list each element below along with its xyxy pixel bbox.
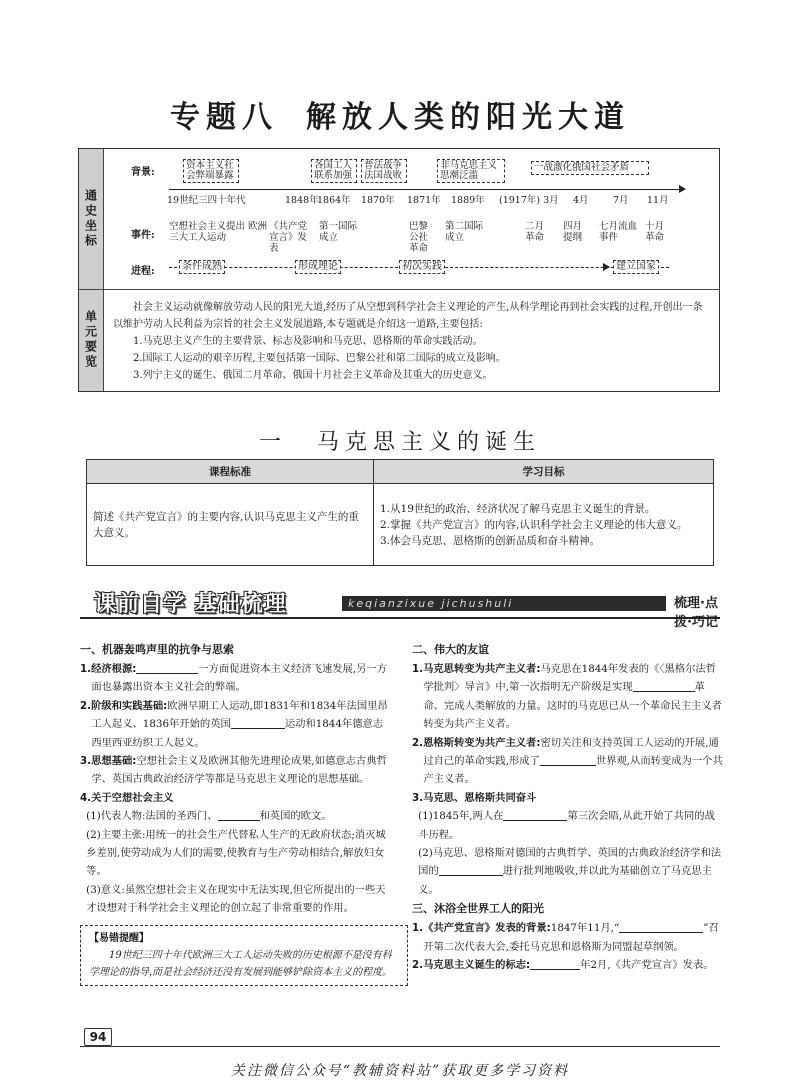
timeline-date: 1870年: [361, 195, 395, 206]
divider: [79, 289, 719, 290]
timeline-date: 4月: [573, 195, 589, 206]
standards-table: [86, 459, 714, 566]
joint-struggle-2: (2)马克思、恩格斯对德国的古典哲学、英国的古典政治经济学和法国的 进行批判地吸收,并以此为基础创立了马克思主义。: [418, 847, 722, 896]
timeline-event: 巴黎公社革命: [409, 221, 429, 254]
timeline-event: 第一国际成立: [319, 221, 358, 243]
timeline-event: 十月革命: [645, 221, 665, 243]
answer-blank[interactable]: [503, 808, 567, 821]
footer-rule: [80, 1046, 720, 1047]
answer-blank[interactable]: [633, 679, 695, 692]
note-body: 19世纪三四十年代欧洲三大工人运动失败的历史根源不是没有科学理论的指导,而是社会经济还没有发展到能够铲除资本主义的程度。: [89, 950, 393, 978]
topic-title: 解放人类的阳光大道: [306, 100, 630, 135]
timeline-event: 空想社会主义提出 欧洲三大工人运动: [169, 221, 268, 243]
answer-blank[interactable]: [231, 716, 285, 729]
timeline-date: 1871年: [407, 195, 441, 206]
heading-3: 三、沐浴全世界工人的阳光: [412, 902, 544, 916]
unit-point: 1.马克思主义产生的主要背景、标志及影响和马克思、恩格斯的革命实践活动。: [133, 336, 483, 347]
unit-point: 2.国际工人运动的艰辛历程,主要包括第一国际、巴黎公社和第二国际的成立及影响。: [133, 353, 506, 364]
item-economic-root: 1.经济根源: 一方面促进资本主义经济飞速发展,另一方面也暴露出资本主义社会的弊端。: [80, 663, 388, 694]
item-utopian-heading: 4.关于空想社会主义: [80, 791, 174, 804]
table-header: 学习目标: [374, 460, 714, 484]
timeline-event: 《共产党宣言》发表: [269, 221, 308, 254]
utopian-representatives: (1)代表人物:法国的圣西门、 和英国的欧文。: [86, 810, 332, 823]
timeline-event: 第二国际成立: [445, 221, 484, 243]
timeline-date: 7月: [613, 195, 629, 206]
course-standard: 简述《共产党宣言》的主要内容,认识马克思主义产生的重大意义。: [87, 484, 374, 566]
answer-blank[interactable]: [540, 753, 596, 766]
row-caption-events: 事件:: [131, 230, 155, 241]
note-title: 【易错提醒】: [89, 933, 149, 944]
progress-stage: 初次实践: [399, 260, 445, 274]
unit-overview-text: [113, 299, 711, 384]
error-reminder-box: [80, 925, 408, 986]
utopian-claims: (2)主要主张:用统一的社会生产代替私人生产的无政府状态;消灭城乡差别,使劳动成为人们的需要,使教育与生产劳动相结合,解放妇女等。: [86, 828, 386, 878]
unit-label: 单元要览: [83, 310, 98, 370]
banner-title: 课前自学 基础梳理: [94, 592, 287, 617]
timeline-date: 1889年: [451, 195, 485, 206]
banner-tagline: 梳理·点拨·巧记: [674, 596, 718, 630]
answer-blank[interactable]: [619, 920, 703, 933]
section-heading: [0, 425, 800, 456]
goal-item: 3.体会马克思、恩格斯的创新品质和奋斗精神。: [380, 534, 601, 547]
page-number: 94: [84, 1028, 112, 1046]
background-item: 非马克思主义思潮泛滥: [437, 159, 505, 183]
item-marx-transformation: 1.马克思转变为共产主义者:马克思在1844年发表的《〈黑格尔法哲学批判〉导言》中,第一次指明无产阶级是实现 革命、完成人类解放的力量。这时的马克思已从一个革命民主主义者转变为共产主义者。: [412, 663, 722, 731]
goal-item: 2.掌握《共产党宣言》的内容,认识科学社会主义理论的伟大意义。: [380, 518, 688, 531]
item-manifesto-background: 1.《共产党宣言》发表的背景:1847年11月,“ ”召开第二次代表大会,委托马克思和恩格斯为同盟起草纲领。: [412, 922, 719, 953]
timeline-axis: [169, 189, 679, 190]
overview-box: [78, 148, 720, 392]
background-item: 普法战争法国战败: [361, 159, 407, 183]
footer-note: 关注微信公众号“教辅资料站”获取更多学习资料: [230, 1063, 570, 1079]
section-banner: [80, 587, 720, 630]
topic-number: 专题八: [170, 100, 278, 135]
background-item: 一战激化俄国社会矛盾: [531, 161, 649, 175]
heading-1: 一、机器轰鸣声里的抗争与思索: [80, 643, 234, 656]
learning-goals: [374, 484, 714, 566]
section-title: 马克思主义的诞生: [317, 430, 542, 455]
background-item: 各国工人联系加强: [311, 159, 357, 183]
answer-blank[interactable]: [136, 661, 198, 674]
timeline-date: (1917年) 3月: [499, 195, 559, 206]
timeline-event: 二月革命: [525, 221, 545, 243]
timeline-date: 1864年: [317, 195, 351, 206]
answer-blank[interactable]: [218, 808, 260, 821]
banner-pinyin: keqianzixue jichushuli: [342, 596, 666, 611]
item-class-basis: 2.阶级和实践基础:欧洲早期工人运动,即1831年和1834年法国里昂工人起义、1836年开始的英国 运动和1844年德意志西里西亚纺织工人起义。: [80, 699, 388, 749]
item-thought-basis: 3.思想基础:空想社会主义及欧洲其他先进理论成果,如德意志古典哲学、英国古典政治经济学等都是马克思主义理论的思想基础。: [80, 755, 387, 786]
timeline-event: 七月流血事件: [599, 221, 638, 243]
row-caption-progress: 进程:: [131, 266, 155, 277]
unit-intro: 社会主义运动就像解放劳动人民的阳光大道,经历了从空想到科学社会主义理论的产生,从科学理论再到社会实践的过程,开创出一条以维护劳动人民利益为宗旨的社会主义发展道路,本专题就是介绍这一道路,主要包括:: [113, 302, 703, 330]
unit-point: 3.列宁主义的诞生、俄国二月革命、俄国十月社会主义革命及其重大的历史意义。: [133, 370, 493, 381]
progress-stage: 形成理论: [295, 260, 341, 274]
item-joint-struggle: 3.马克思、恩格斯共同奋斗: [412, 791, 537, 804]
section-number: 一: [258, 430, 287, 455]
timeline-date: 19世纪三四十年代: [167, 195, 246, 206]
progress-stage: 条件成熟: [179, 260, 225, 274]
answer-blank[interactable]: [439, 863, 503, 876]
progress-stage: 建立国家: [613, 260, 659, 274]
goal-item: 1.从19世纪的政治、经济状况了解马克思主义诞生的背景。: [380, 502, 656, 515]
timeline-arrow: [679, 185, 686, 193]
timeline-date: 1848年: [285, 195, 319, 206]
page-title: [0, 92, 800, 136]
timeline-date: 11月: [647, 195, 669, 206]
right-column: [412, 640, 724, 975]
left-column: [80, 640, 388, 918]
row-caption-background: 背景:: [131, 167, 155, 178]
utopian-significance: (3)意义:虽然空想社会主义在现实中无法实现,但它所提出的一些天才设想对于科学社会主义理论的创立起了非常重要的作用。: [86, 883, 386, 915]
timeline-label: 通史坐标: [83, 189, 98, 249]
heading-2: 二、伟大的友谊: [412, 643, 489, 656]
item-engels-transformation: 2.恩格斯转变为共产主义者:密切关注和支持英国工人运动的开展,通过自己的革命实践,形成了 世界观,从而转变成为一个共产主义者。: [412, 736, 723, 786]
background-item: 资本主义社会弊端暴露: [183, 159, 239, 183]
progress-arrow: [603, 263, 610, 271]
item-marxism-birth: 2.马克思主义诞生的标志: 年2月,《共产党宣言》发表。: [412, 959, 714, 972]
answer-blank[interactable]: [530, 957, 580, 970]
table-header: 课程标准: [87, 460, 374, 484]
joint-struggle-1: (1)1845年,两人在 第三次会晤,从此开始了共同的战斗历程。: [418, 810, 715, 841]
timeline-event: 四月提纲: [563, 221, 583, 243]
